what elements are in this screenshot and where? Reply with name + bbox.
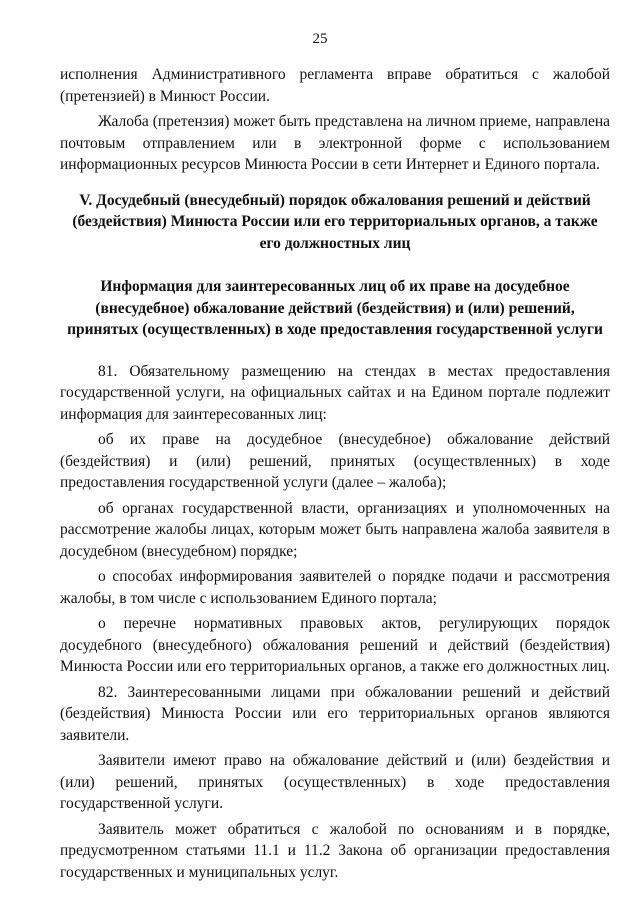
paragraph-81-item-methods: о способах информирования заявителей о порядке подачи и рассмотрения жалобы, в том числе с использованием Единого портала; [60, 568, 610, 607]
page-number: 25 [312, 31, 328, 47]
paragraph-81-item-authorities: об органах государственной власти, организациях и уполномоченных на рассмотрение жалобы лицах, которым может быть направлена жалоба заявителя в досудебном (внесудебном) порядке; [60, 499, 610, 560]
section-heading: V. Досудебный (внесудебный) порядок обжалования решений и действий (бездействия) Минюста России или его территориальных органов, а также его должностных лиц [72, 191, 598, 252]
paragraph-82-applicant-rights: Заявители имеют право на обжалование действий и (или) бездействия и (или) решений, принятых (осуществленных) в ходе предоставления государственной услуги. [60, 752, 610, 812]
document-body [60, 64, 610, 887]
intro-paragraph-continuation: исполнения Административного регламента вправе обратиться с жалобой (претензией) в Минюст России. [60, 66, 610, 105]
paragraph-82-applicant-appeal: Заявитель может обратиться с жалобой по основаниям и в порядке, предусмотренном статьями 11.1 и 11.2 Закона об организации предоставления государственных и муниципальных услуг. [60, 820, 610, 881]
paragraph-81: 81. Обязательному размещению на стендах в местах предоставления государственной услуги, на официальных сайтах и на Едином портале подлежит информация для заинтересованных лиц: [60, 362, 610, 423]
intro-paragraph-complaint-form: Жалоба (претензия) может быть представлена на личном приеме, направлена почтовым отправлением или в электронной форме с использованием информационных ресурсов Минюста России в сети Интернет и Единого портала. [60, 113, 610, 173]
subsection-heading: Информация для заинтересованных лиц об их праве на досудебное (внесудебное) обжалование действий (бездействия) и (или) решений, принятых (осуществленных) в ходе предоставления государственной услуги [67, 278, 603, 338]
paragraph-81-item-rights: об их праве на досудебное (внесудебное) обжалование действий (бездействия) и (или) решений, принятых (осуществленных) в ходе предоставления государственной услуги (далее – жалоба); [60, 431, 610, 491]
paragraph-82: 82. Заинтересованными лицами при обжаловании решений и действий (бездействия) Минюста России или его территориальных органов являются заявители. [60, 683, 610, 744]
paragraph-81-item-legal-acts: о перечне нормативных правовых актов, регулирующих порядок досудебного (внесудебного) обжалования решений и действий (бездействия) Минюста России или его территориальных органов, а также его должностных лиц. [60, 615, 610, 675]
